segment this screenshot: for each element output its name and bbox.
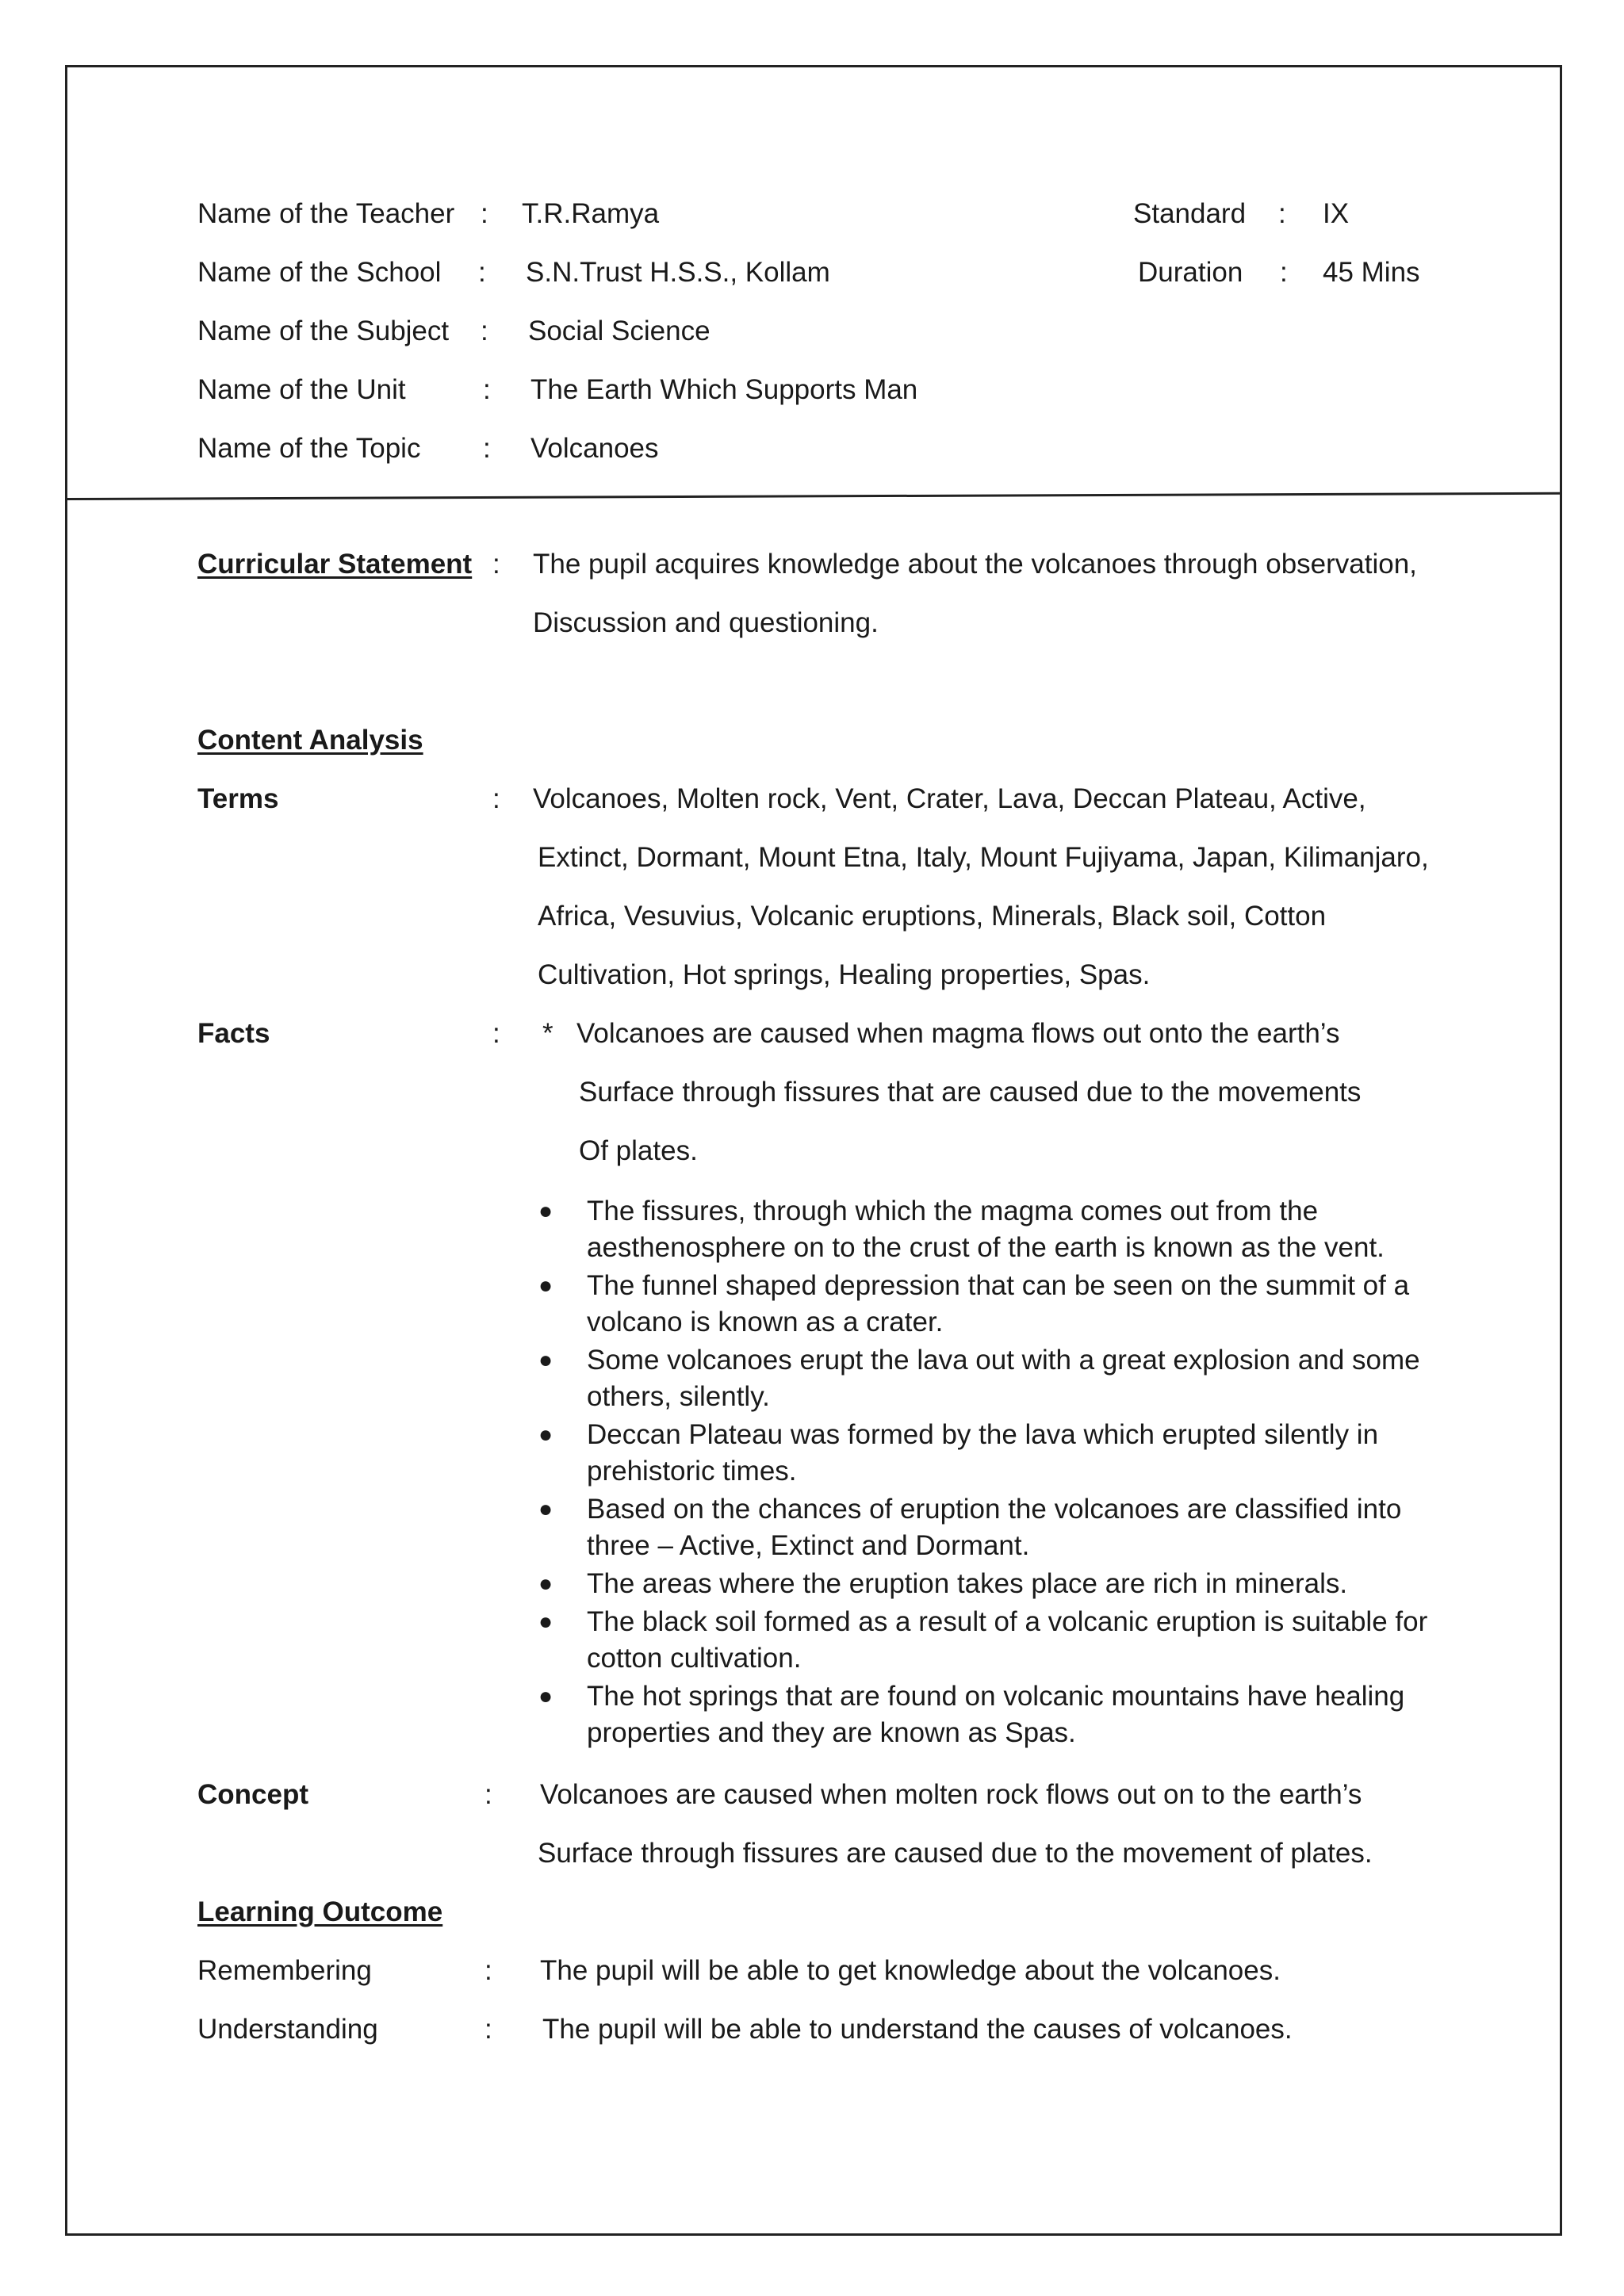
standard-label: Standard — [1133, 198, 1247, 229]
fact-bullet-5-line-1: Based on the chances of eruption the volcanoes are classified into — [587, 1494, 1402, 1525]
topic-value: Volcanoes — [530, 433, 659, 464]
bullet-marker: ● — [538, 1571, 553, 1597]
bullet-marker: ● — [538, 1422, 553, 1448]
remembering-label: Remembering — [197, 1955, 372, 1986]
fact-bullet-7-line-2: cotton cultivation. — [587, 1643, 802, 1674]
curricular-line-2: Discussion and questioning. — [533, 607, 879, 638]
fact-bullet-2-line-1: The funnel shaped depression that can be seen on the summit of a — [587, 1270, 1410, 1301]
fact-bullet-2-line-2: volcano is known as a crater. — [587, 1307, 944, 1337]
fact-bullet-7-line-1: The black soil formed as a result of a volcanic eruption is suitable for — [587, 1606, 1428, 1637]
fact-bullet-3-line-2: others, silently. — [587, 1381, 770, 1412]
bullet-marker: ● — [538, 1198, 553, 1224]
bullet-marker: ● — [538, 1683, 553, 1709]
bullet-marker: ● — [538, 1496, 553, 1522]
curricular-line-1: The pupil acquires knowledge about the volcanoes through observation, — [533, 549, 1417, 580]
concept-line-1: Volcanoes are caused when molten rock flows out on to the earth’s — [540, 1779, 1362, 1810]
subject-colon: : — [481, 316, 488, 346]
facts-star-line-3: Of plates. — [579, 1135, 698, 1166]
school-value: S.N.Trust H.S.S., Kollam — [526, 257, 830, 288]
fact-bullet-8-line-1: The hot springs that are found on volcanic mountains have healing — [587, 1681, 1405, 1712]
concept-colon: : — [485, 1779, 492, 1810]
facts-star: * — [542, 1018, 553, 1049]
curricular-colon: : — [492, 549, 500, 580]
standard-colon: : — [1278, 198, 1286, 229]
concept-label: Concept — [197, 1779, 308, 1810]
fact-bullet-1-line-2: aesthenosphere on to the crust of the earth is known as the vent. — [587, 1232, 1385, 1263]
bullet-marker: ● — [538, 1347, 553, 1373]
understanding-label: Understanding — [197, 2014, 378, 2045]
content-analysis-heading: Content Analysis — [197, 725, 423, 756]
facts-star-line-2: Surface through fissures that are caused due to the movements — [579, 1077, 1362, 1108]
fact-bullet-6-line-1: The areas where the eruption takes place are rich in minerals. — [587, 1568, 1348, 1599]
teacher-colon: : — [481, 198, 488, 229]
terms-colon: : — [492, 783, 500, 814]
subject-label: Name of the Subject — [197, 316, 450, 346]
unit-colon: : — [483, 374, 491, 405]
terms-label: Terms — [197, 783, 279, 814]
unit-label: Name of the Unit — [197, 374, 406, 405]
topic-label: Name of the Topic — [197, 433, 421, 464]
teacher-label: Name of the Teacher — [197, 198, 455, 229]
duration-label: Duration — [1138, 257, 1243, 288]
standard-value: IX — [1323, 198, 1350, 229]
teacher-value: T.R.Ramya — [522, 198, 660, 229]
remembering-colon: : — [485, 1955, 492, 1986]
fact-bullet-5-line-2: three – Active, Extinct and Dormant. — [587, 1530, 1030, 1561]
curricular-heading: Curricular Statement — [197, 549, 473, 580]
school-colon: : — [478, 257, 486, 288]
duration-colon: : — [1280, 257, 1288, 288]
concept-line-2: Surface through fissures are caused due to the movement of plates. — [538, 1838, 1373, 1869]
terms-line-4: Cultivation, Hot springs, Healing properties, Spas. — [538, 959, 1151, 990]
terms-line-3: Africa, Vesuvius, Volcanic eruptions, Minerals, Black soil, Cotton — [538, 901, 1327, 932]
terms-line-1: Volcanoes, Molten rock, Vent, Crater, Lava, Deccan Plateau, Active, — [533, 783, 1366, 814]
duration-value: 45 Mins — [1323, 257, 1420, 288]
unit-value: The Earth Which Supports Man — [530, 374, 918, 405]
learning-outcome-heading: Learning Outcome — [197, 1896, 443, 1927]
topic-colon: : — [483, 433, 491, 464]
bullet-marker: ● — [538, 1272, 553, 1299]
remembering-value: The pupil will be able to get knowledge about the volcanoes. — [540, 1955, 1281, 1986]
facts-star-line-1: Volcanoes are caused when magma flows out onto the earth’s — [576, 1018, 1340, 1049]
bullet-marker: ● — [538, 1609, 553, 1635]
facts-colon: : — [492, 1018, 500, 1049]
facts-label: Facts — [197, 1018, 270, 1049]
fact-bullet-3-line-1: Some volcanoes erupt the lava out with a great explosion and some — [587, 1345, 1420, 1376]
understanding-colon: : — [485, 2014, 492, 2045]
terms-line-2: Extinct, Dormant, Mount Etna, Italy, Mount Fujiyama, Japan, Kilimanjaro, — [538, 842, 1429, 873]
fact-bullet-1-line-1: The fissures, through which the magma comes out from the — [587, 1196, 1319, 1226]
fact-bullet-8-line-2: properties and they are known as Spas. — [587, 1717, 1076, 1748]
school-label: Name of the School — [197, 257, 442, 288]
fact-bullet-4-line-1: Deccan Plateau was formed by the lava which erupted silently in — [587, 1419, 1379, 1450]
fact-bullet-4-line-2: prehistoric times. — [587, 1456, 797, 1487]
understanding-value: The pupil will be able to understand the causes of volcanoes. — [542, 2014, 1293, 2045]
subject-value: Social Science — [528, 316, 710, 346]
